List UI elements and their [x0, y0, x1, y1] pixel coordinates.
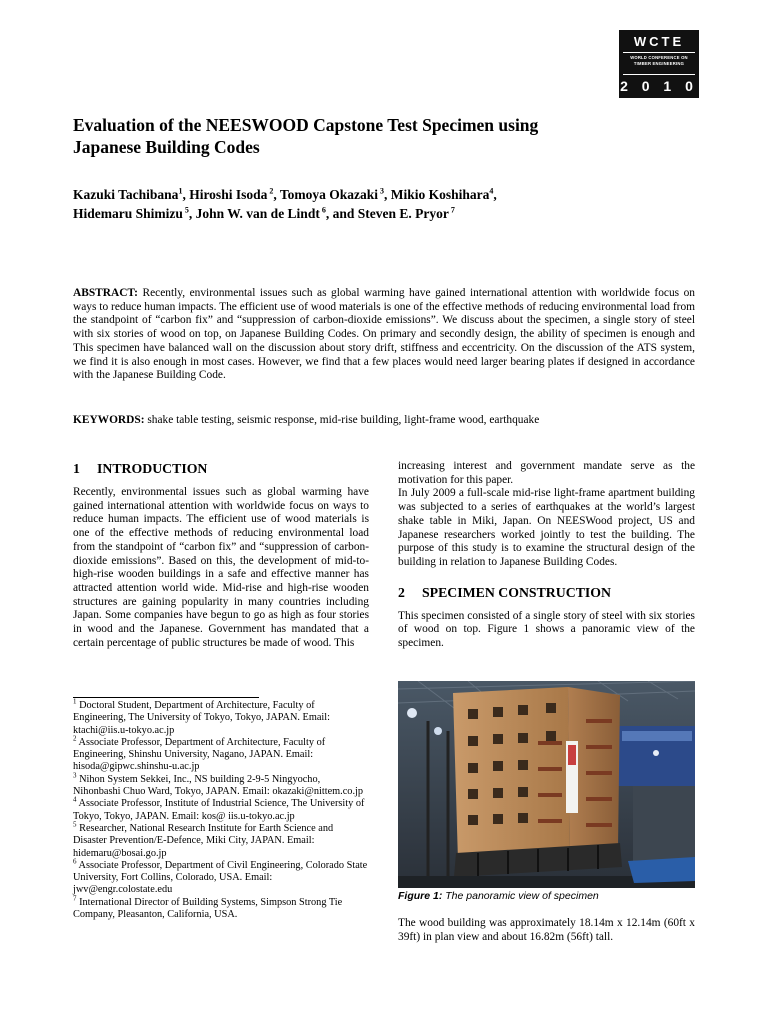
intro-paragraph-2: In July 2009 a full-scale mid-rise light-frame apartment building was subjected to a series of earthquakes at the world’s largest shake table in Miki, Japan. On NEESWood project, US and Japanese researchers worked jointly to test the building. The purpose of this study is to examine the structural design of the building in relation to Japanese Building Codes. — [398, 487, 695, 568]
author-affiliation: 5 — [182, 205, 189, 215]
author-separator: , — [182, 187, 190, 202]
author-separator: , — [493, 187, 497, 202]
left-column — [73, 460, 369, 650]
section-number: 2 — [398, 584, 405, 600]
wcte-logo — [619, 30, 699, 98]
author-affiliation: 2 — [267, 186, 274, 196]
abstract — [73, 287, 695, 383]
footnote — [73, 734, 369, 774]
footnote-text: Associate Professor, Department of Architecture, Faculty of Engineering, Shinshu University, Nagano, JAPAN. Email: hisoda@gipwc.shinshu-u.ac.jp — [73, 736, 326, 773]
author-line-2 — [73, 204, 593, 223]
footnote-text: Nihon System Sekkei, Inc., NS building 2-9-5 Ningyocho, Nihonbashi Chuo Ward, Tokyo, JAPAN. Email: okazaki@nittem.co.jp — [73, 773, 364, 798]
logo-name: WCTE — [633, 34, 685, 49]
footnote-text: Associate Professor, Institute of Industrial Science, The University of Tokyo, Tokyo, JAPAN. Email: kos@ iis.u-tokyo.ac.jp — [73, 798, 365, 822]
author-name: Hidemaru Shimizu — [73, 206, 183, 221]
footnote — [73, 894, 369, 922]
footnotes — [73, 697, 369, 921]
section-title: SPECIMEN CONSTRUCTION — [422, 584, 611, 600]
footnote-rule — [73, 697, 259, 698]
footnote-number: 7 — [73, 894, 77, 903]
keywords — [73, 413, 695, 427]
keywords-text: shake table testing, seismic response, mid-rise building, light-frame wood, earthquake — [144, 414, 540, 426]
author-name: Kazuki Tachibana — [73, 187, 179, 202]
footnote — [73, 795, 369, 823]
keywords-label: KEYWORDS: — [73, 414, 145, 426]
footnote-text: Doctoral Student, Department of Architecture, Faculty of Engineering, The University of Tokyo, Tokyo, JAPAN. Email: ktachi@iis.u-tokyo.ac.jp — [73, 700, 331, 736]
author-name: Steven E. Pryor — [357, 206, 449, 221]
figure-1-caption — [398, 890, 695, 903]
footnote-number: 1 — [73, 697, 77, 706]
author-affiliation: 7 — [448, 205, 455, 215]
footnote-text: Associate Professor, Department of Civil Engineering, Colorado State University, Fort Collins, Colorado, USA. Email: jwv@engr.colostate.edu — [73, 859, 368, 896]
author-name: Tomoya Okazaki — [279, 187, 379, 202]
footnote — [73, 697, 369, 737]
intro-paragraph-continued: increasing interest and government mandate serve as the motivation for this paper. — [398, 460, 695, 486]
footnote-number: 5 — [73, 820, 77, 829]
figure-caption-text: The panoramic view of specimen — [442, 890, 599, 902]
footnote-number: 6 — [73, 857, 77, 866]
title-line-1: Evaluation of the NEESWOOD Capstone Test Specimen using — [73, 115, 539, 135]
footnote — [73, 820, 369, 860]
title-line-2: Japanese Building Codes — [73, 137, 260, 157]
section-heading-introduction — [73, 460, 369, 478]
abstract-label: ABSTRACT: — [73, 287, 138, 299]
author-separator: , — [188, 206, 196, 221]
figure-1-photo — [398, 681, 695, 888]
logo-divider — [623, 74, 695, 75]
logo-subtitle-line2: TIMBER ENGINEERING — [633, 61, 685, 66]
specimen-paragraph-1: This specimen consisted of a single story of steel with six stories of wood on top. Figure 1 shows a panoramic view of the specimen. — [398, 609, 695, 650]
footnote-text: Researcher, National Research Institute for Earth Science and Disaster Prevention/E-Defence, Miki City, JAPAN. Email: hidemaru@bosai.go.jp — [73, 822, 334, 859]
footnote-text: International Director of Building Systems, Simpson Strong Tie Company, Pleasanton, California, USA. — [73, 896, 343, 921]
right-column-bottom — [398, 917, 695, 944]
section-title: INTRODUCTION — [97, 461, 208, 476]
logo-divider — [623, 52, 695, 53]
author-affiliation: 1 — [178, 186, 183, 196]
right-column — [398, 460, 695, 651]
author-separator: , and — [325, 206, 358, 221]
logo-subtitle — [619, 55, 699, 67]
author-list — [73, 185, 593, 223]
footnote-number: 4 — [73, 795, 77, 804]
logo-year: 2 0 1 0 — [620, 78, 698, 94]
paper-title — [73, 114, 593, 158]
section-number: 1 — [73, 461, 80, 476]
author-affiliation: 6 — [319, 205, 326, 215]
footnote — [73, 857, 369, 897]
footnote — [73, 771, 369, 799]
logo-subtitle-line1: WORLD CONFERENCE ON — [630, 55, 688, 60]
section-heading-specimen-construction — [398, 584, 695, 602]
author-separator: , — [273, 187, 280, 202]
author-line-1 — [73, 185, 593, 204]
author-separator: , — [384, 187, 391, 202]
author-name: John W. van de Lindt — [195, 206, 320, 221]
abstract-text: Recently, environmental issues such as global warming have gained international attention with worldwide focus on ways to reduce human impacts. The efficient use of wood materials is one of the effective methods of reducing environmental load from the standpoint of “carbon fix” and “suppression of carbon-dioxide emissions”. We discuss about the specimen, a single story of steel with six stories of wood on top, on Japanese Building Codes. On primary and secondly design, the ability of specimen is enough and This specimen have balanced wall on the discussion about story drift, stiffness and eccentricity. On the discussion of the ATS system, we find it is also enough in most cases. However, we find that a few places would need larger bearing plates if designed in accordance with the Japanese Building Code. — [73, 287, 695, 382]
intro-paragraph: Recently, environmental issues such as global warming have gained international attention with worldwide focus on ways to reduce human impacts. The efficient use of wood materials is one of the effective methods of reducing environmental load from the standpoint of “carbon fix” and “suppression of carbon-dioxide emissions”. Based on this, the development of mid-to-high-rise wooden buildings in a safe and effective manner has attracted attention world wide. Mid-rise and high-rise wooden structures are gaining popularity in many countries including Japan. Some companies have begun to go as high as four stories in wood and the Japanese. Government has mandated that a certain percentage of public structures be made of wood. This — [73, 486, 369, 649]
author-name: Hiroshi Isoda — [189, 187, 268, 202]
figure-label: Figure 1: — [398, 890, 443, 902]
footnote-number: 3 — [73, 771, 77, 780]
author-name: Mikio Koshihara — [390, 187, 490, 202]
author-affiliation: 3 — [378, 186, 385, 196]
author-affiliation: 4 — [489, 186, 494, 196]
footnote-number: 2 — [73, 734, 77, 743]
specimen-building-photo — [398, 681, 695, 888]
specimen-paragraph-2: The wood building was approximately 18.14m x 12.14m (60ft x 39ft) in plan view and about 16.82m (56ft) tall. — [398, 917, 695, 943]
